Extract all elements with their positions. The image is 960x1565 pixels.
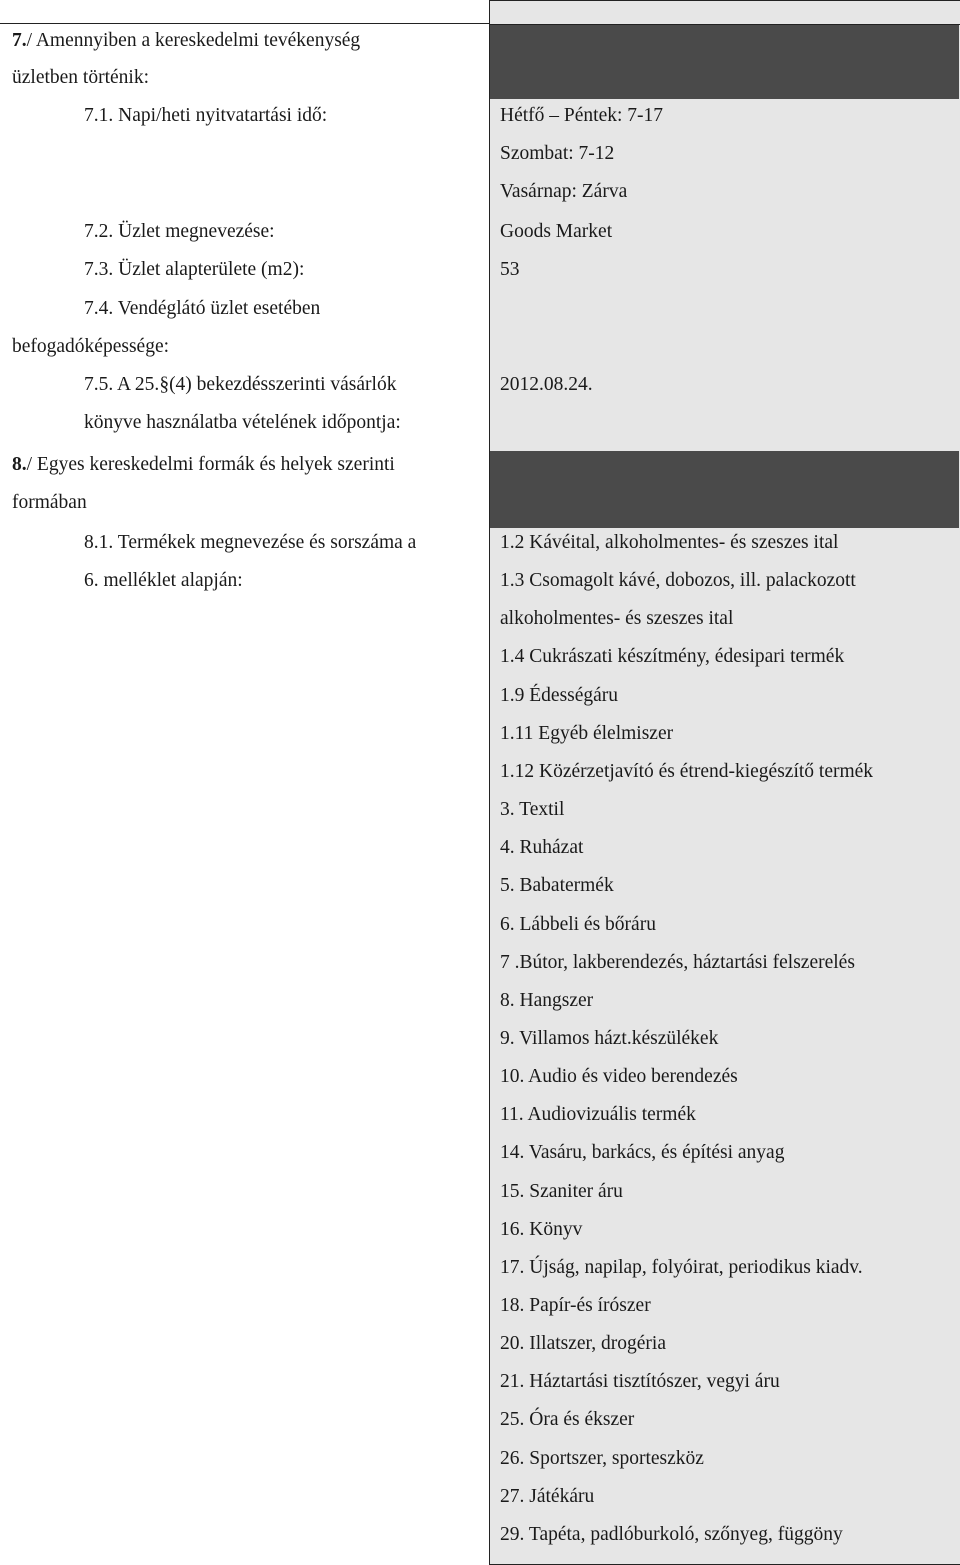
row-7-5-label-line2: könyve használatba vételének időpontja: [84,412,401,433]
product-item: 9. Villamos házt.készülékek [500,1027,719,1049]
section7-header-band [490,25,959,99]
product-item: 1.2 Kávéital, alkoholmentes- és szeszes ital [500,532,839,553]
row-7-2-label: 7.2. Üzlet megnevezése: [84,221,275,242]
product-item: 25. Óra és ékszer [500,1409,635,1431]
product-item: 5. Babatermék [500,875,614,897]
row-7-1-label: 7.1. Napi/heti nyitvatartási idő: [84,105,328,126]
row-8-1-label: 8.1. Termékek megnevezése és sorszáma a [84,532,417,553]
row-7-1-value: Szombat: 7-12 [500,143,615,164]
section7-title-line2: üzletben történik: [12,67,149,88]
section8-title-line2: formában [12,492,87,513]
product-item: 15. Szaniter áru [500,1180,623,1202]
section-sign-icon: § [159,374,170,395]
product-item: 4. Ruházat [500,837,584,859]
product-item: 17. Újság, napilap, folyóirat, periodikus kiadv. [500,1256,863,1278]
product-item: 26. Sportszer, sporteszköz [500,1447,704,1469]
product-item: 1.9 Édességáru [500,684,619,706]
row-8-1-label-line2: 6. melléklet alapján: [84,570,243,591]
section8-header-band [490,451,959,528]
product-item: 1.11 Egyéb élelmiszer [500,722,674,744]
product-item: 16. Könyv [500,1218,583,1240]
section7-number: 7. [12,30,27,51]
product-item: 27. Játékáru [500,1485,595,1507]
section7-title: 7./ Amennyiben a kereskedelmi tevékenység [12,30,361,51]
product-item: alkoholmentes- és szeszes ital [500,608,734,630]
product-item: 1.3 Csomagolt kávé, dobozos, ill. palackozott [500,570,856,592]
row-7-3-value: 53 [500,259,520,280]
product-item: 14. Vasáru, barkács, és építési anyag [500,1142,785,1164]
product-item: 29. Tapéta, padlóburkoló, szőnyeg, függöny [500,1523,843,1545]
product-item: 6. Lábbeli és bőráru [500,913,656,935]
divider-top-right [489,0,960,1]
product-item: 18. Papír-és írószer [500,1295,651,1316]
row-7-5-value: 2012.08.24. [500,374,593,395]
row-7-2-value: Goods Market [500,221,613,242]
product-item: 1.12 Közérzetjavító és étrend-kiegészítő termék [500,760,874,782]
row-7-3-label: 7.3. Üzlet alapterülete (m2): [84,259,305,280]
row-7-1-value: Hétfő – Péntek: 7-17 [500,105,664,126]
row-7-4-label: 7.4. Vendéglátó üzlet esetében [84,298,321,319]
product-item: 8. Hangszer [500,989,594,1011]
product-item: 10. Audio és video berendezés [500,1066,738,1088]
row-7-5-label: 7.5. A 25.§(4) bekezdésszerinti vásárlók [84,374,397,395]
row-7-1-value: Vasárnap: Zárva [500,181,628,202]
divider-top-left [0,23,489,24]
product-item: 7 .Bútor, lakberendezés, háztartási felszerelés [500,951,855,973]
product-item: 3. Textil [500,799,565,821]
row-7-4-label-line2: befogadóképessége: [12,336,170,357]
section8-number: 8. [12,454,27,475]
product-item: 20. Illatszer, drogéria [500,1333,666,1355]
product-item: 1.4 Cukrászati készítmény, édesipari termék [500,646,845,668]
product-item: 11. Audiovizuális termék [500,1104,696,1126]
section8-title: 8./ Egyes kereskedelmi formák és helyek szerinti [12,454,395,475]
product-item: 21. Háztartási tisztítószer, vegyi áru [500,1371,780,1393]
